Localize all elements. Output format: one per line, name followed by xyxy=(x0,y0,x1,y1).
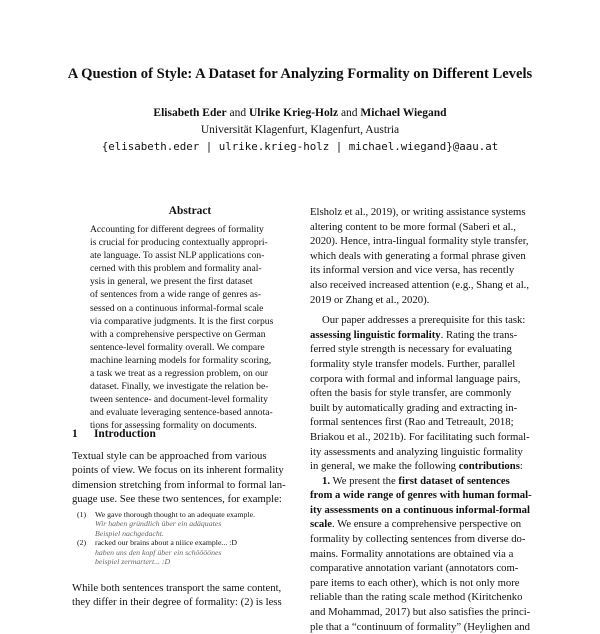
abstract-line: sentence-level formality overall. We compare xyxy=(90,341,265,353)
author-name: Ulrike Krieg-Holz xyxy=(248,107,339,119)
section-heading xyxy=(72,428,156,440)
emphasis: first dataset of sentences xyxy=(398,474,510,487)
body-line: built by automatically grading and extracting in- xyxy=(310,401,518,414)
body-line: Textual style can be approached from various xyxy=(72,450,267,462)
example-gloss: Wir haben gründlich über ein adäquates xyxy=(95,519,222,529)
body-line xyxy=(310,474,540,489)
abstract-line: a task we treat as a regression problem, on our xyxy=(90,368,268,380)
body-line xyxy=(310,328,540,343)
intro-paragraph xyxy=(72,449,302,507)
author-emails: {elisabeth.eder | ulrike.krieg-holz | michael.wiegand}@aau.at xyxy=(101,140,499,153)
author-name: Elisabeth Eder xyxy=(153,107,227,119)
body-line: Briakou et al., 2021b). For facilitating such formal- xyxy=(310,430,530,443)
intro-paragraph-continued xyxy=(72,581,302,610)
example-gloss: Beispiel nachgedacht. xyxy=(95,528,164,538)
body-line xyxy=(310,459,540,474)
text-run: . We ensure a comprehensive perspective on xyxy=(331,518,522,531)
body-line: ity assessments and analyzing linguistic formality xyxy=(310,445,523,458)
body-line: which deals with generating a formal phrase given xyxy=(310,249,526,262)
abstract-body xyxy=(90,223,293,433)
body-line: comparative annotation variant (annotators com- xyxy=(310,562,519,575)
emphasis: scale xyxy=(310,518,332,531)
body-line: formal sentences first (Rao and Tetreault, 2018; xyxy=(310,416,514,429)
contribution-number: 1. xyxy=(322,474,331,487)
body-line: Our paper addresses a prerequisite for this task: xyxy=(322,314,526,327)
abstract-heading: Abstract xyxy=(168,205,212,217)
body-line: corpora with formal and informal language pairs, xyxy=(310,372,521,385)
body-line: often the basis for style transfer, are commonly xyxy=(310,387,512,400)
body-line: While both sentences transport the same content, xyxy=(72,582,282,594)
text-run: We present the xyxy=(332,474,399,487)
author-list xyxy=(0,107,600,119)
abstract-line: with a comprehensive perspective on German xyxy=(90,328,266,340)
author-separator: and xyxy=(229,107,247,119)
example-item xyxy=(77,538,307,547)
body-line: ferred style strength is necessary for evaluating xyxy=(310,343,512,356)
body-line: pare items to each other), which is not only more xyxy=(310,576,520,589)
right-column xyxy=(310,205,540,634)
example-text: We gave thorough thought to an adequate example. xyxy=(95,510,256,519)
text-run: in general, we make the following xyxy=(310,460,459,473)
body-line: points of view. We focus on its inherent formality xyxy=(72,464,284,477)
example-gloss: beispiel zermartert... :D xyxy=(95,557,171,567)
author-separator: and xyxy=(340,107,358,119)
text-run: . Rating the trans- xyxy=(440,328,518,341)
body-line: and Mohammad, 2017) but also satisfies the princi- xyxy=(310,606,531,619)
example-text: racked our brains about a niiice example... :D xyxy=(95,538,238,548)
abstract-line: and evaluate leveraging sentence-based annota- xyxy=(90,407,273,419)
body-line: formality style transfer models. Further, parallel xyxy=(310,357,516,370)
body-line: altering content to be more formal (Saberi et al., xyxy=(310,220,516,233)
body-line: dimension stretching from informal to formal lan- xyxy=(72,478,286,491)
abstract-line: of sentences from a wide range of genres as- xyxy=(90,289,262,301)
example-item xyxy=(77,510,307,519)
abstract-line: machine learning models for formality scoring, xyxy=(90,354,272,366)
body-line: formality by collecting sentences from diverse do- xyxy=(310,533,526,546)
example-number: (1) xyxy=(77,510,87,519)
body-line: from a wide range of genres with human formal- xyxy=(310,489,532,502)
paper-title: A Question of Style: A Dataset for Analyzing Formality on Different Levels xyxy=(67,66,533,82)
text-run: : xyxy=(519,460,523,473)
body-line: also received increased attention (e.g., Shang et al., xyxy=(310,278,530,291)
abstract-line: ysis in general, we present the first dataset xyxy=(90,276,253,288)
abstract-line: via comparative judgments. It is the first corpus xyxy=(90,315,274,327)
abstract-line: is crucial for producing contextually appropri- xyxy=(90,237,268,249)
body-line: 2020). Hence, intra-lingual formality style transfer, xyxy=(310,235,529,248)
abstract-line: Accounting for different degrees of formality xyxy=(90,224,264,235)
body-line: ple that a “continuum of formality” (Heylighen and xyxy=(310,620,530,633)
emphasis: contributions xyxy=(458,460,520,473)
abstract-line: dataset. Finally, we investigate the relation be- xyxy=(90,381,269,393)
abstract-line: sessed on a continuous informal-formal scale xyxy=(90,302,264,314)
body-line: they differ in their degree of formality: (2) is less xyxy=(72,596,282,609)
example-number: (2) xyxy=(77,538,87,548)
body-line: ity assessments on a continuous informal-formal xyxy=(310,503,530,516)
body-line: guage use. See these two sentences, for example: xyxy=(72,493,282,506)
example-gloss: haben uns den kopf über ein schöööönes xyxy=(95,547,222,557)
emphasis: assessing linguistic formality xyxy=(310,328,441,341)
body-line: reliable than the rating scale method (Kiritchenko xyxy=(310,591,523,604)
section-title: Introduction xyxy=(94,428,156,440)
body-line: Elsholz et al., 2019), or writing assistance systems xyxy=(310,206,526,218)
example-list xyxy=(77,510,307,566)
body-line: its informal version and vice versa, has recently xyxy=(310,264,515,277)
abstract-line: cerned with this problem and formality anal- xyxy=(90,263,262,275)
abstract-line: ate language. To assist NLP applications con- xyxy=(90,250,265,262)
body-line: mains. Formality annotations are obtained via a xyxy=(310,547,514,560)
section-number: 1 xyxy=(72,428,78,440)
affiliation: Universität Klagenfurt, Klagenfurt, Austria xyxy=(200,124,400,136)
author-name: Michael Wiegand xyxy=(360,107,447,119)
abstract-line: tions for assessing formality on documents. xyxy=(90,420,257,432)
abstract-line: tween sentence- and document-level formality xyxy=(90,394,268,406)
body-line xyxy=(310,517,540,532)
body-line: 2019 or Zhang et al., 2020). xyxy=(310,293,430,306)
